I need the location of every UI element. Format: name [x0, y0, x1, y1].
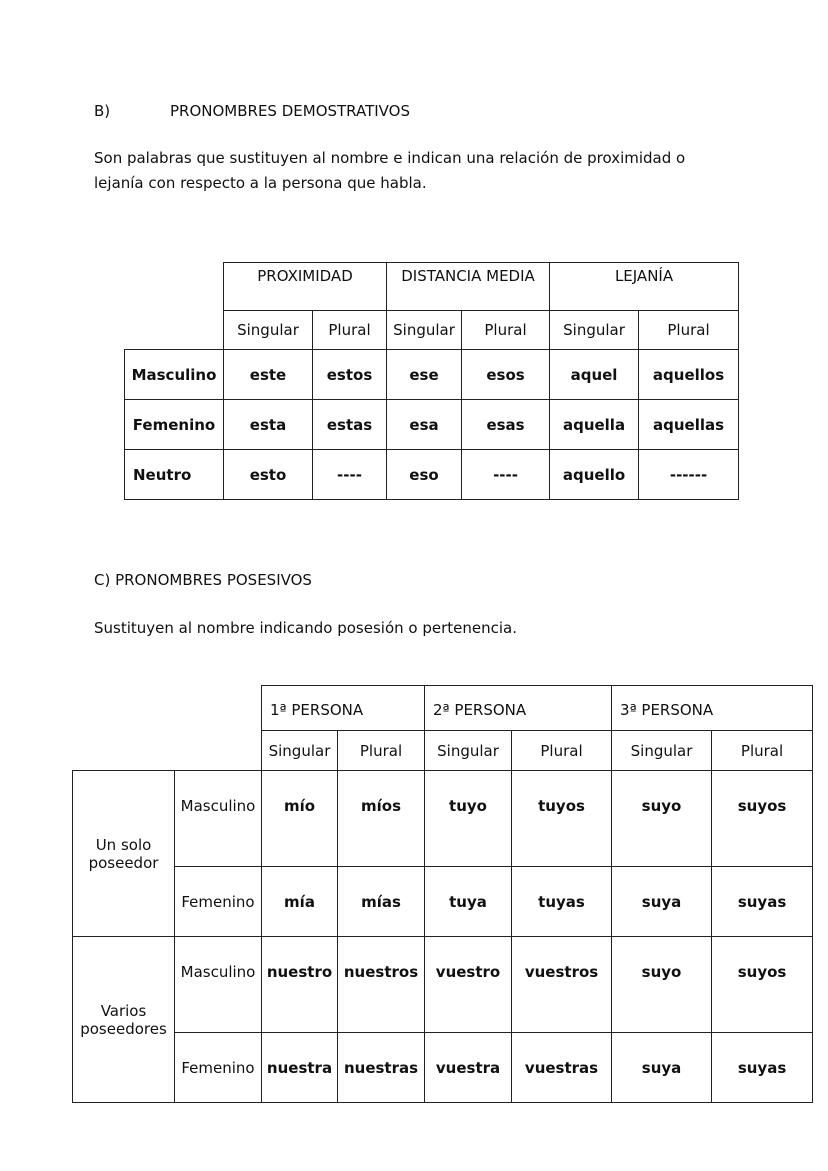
table-cell: vuestra [425, 1033, 512, 1103]
owner-label: Un solo poseedor [73, 771, 175, 937]
table-cell: esta [224, 400, 313, 450]
table-cell: suyas [712, 867, 813, 937]
gender-label: Femenino [175, 1033, 262, 1103]
table-row [73, 937, 813, 1033]
section-c-title: C) PRONOMBRES POSESIVOS [94, 571, 312, 589]
section-b-title: PRONOMBRES DEMOSTRATIVOS [170, 102, 411, 120]
table-row [125, 450, 739, 500]
table-cell: ------ [639, 450, 739, 500]
number-header: Singular [224, 311, 313, 350]
table-cell: ---- [462, 450, 550, 500]
row-label: Masculino [125, 350, 224, 400]
table-cell: suyo [612, 771, 712, 867]
table-cell: suya [612, 1033, 712, 1103]
table-cell: eso [387, 450, 462, 500]
group-header: PROXIMIDAD [224, 263, 387, 311]
table-cell: vuestros [512, 937, 612, 1033]
table-cell: tuyo [425, 771, 512, 867]
table-cell: suyos [712, 937, 813, 1033]
group-header: 3ª PERSONA [612, 686, 813, 731]
table-row [73, 1033, 813, 1103]
table-row [73, 867, 813, 937]
table-cell: este [224, 350, 313, 400]
demonstratives-table [124, 262, 739, 500]
group-header: 2ª PERSONA [425, 686, 612, 731]
number-header: Singular [550, 311, 639, 350]
table-cell: míos [338, 771, 425, 867]
section-b-paragraph: Son palabras que sustituyen al nombre e indican una relación de proximidad o lejanía con respecto a la persona que habla. [94, 149, 686, 192]
table-cell: mías [338, 867, 425, 937]
number-header: Singular [612, 731, 712, 771]
number-header: Plural [712, 731, 813, 771]
number-header: Plural [512, 731, 612, 771]
table-cell: tuyos [512, 771, 612, 867]
number-header: Singular [387, 311, 462, 350]
table-cell: aquello [550, 450, 639, 500]
table-cell: aquella [550, 400, 639, 450]
row-label: Neutro [125, 450, 224, 500]
gender-label: Femenino [175, 867, 262, 937]
table-cell: mío [262, 771, 338, 867]
table-cell: estas [313, 400, 387, 450]
table-cell: nuestros [338, 937, 425, 1033]
table-cell: vuestro [425, 937, 512, 1033]
table-cell: nuestro [262, 937, 338, 1033]
table-cell: esos [462, 350, 550, 400]
table-cell: mía [262, 867, 338, 937]
number-header: Singular [262, 731, 338, 771]
table-cell: esa [387, 400, 462, 450]
group-header: LEJANÍA [550, 263, 739, 311]
table-cell: suyos [712, 771, 813, 867]
table-cell: esto [224, 450, 313, 500]
table-cell: aquellos [639, 350, 739, 400]
row-label: Femenino [125, 400, 224, 450]
table-cell: ese [387, 350, 462, 400]
table-cell: suya [612, 867, 712, 937]
table-cell: suyo [612, 937, 712, 1033]
table-cell: estos [313, 350, 387, 400]
gender-label: Masculino [175, 937, 262, 1033]
table-cell: vuestras [512, 1033, 612, 1103]
table-cell: suyas [712, 1033, 813, 1103]
group-header: DISTANCIA MEDIA [387, 263, 550, 311]
table-cell: tuyas [512, 867, 612, 937]
table-row [73, 771, 813, 867]
possessives-table [72, 685, 813, 1103]
empty-corner [73, 686, 175, 731]
number-header: Plural [338, 731, 425, 771]
empty-corner [175, 686, 262, 731]
table-cell: aquellas [639, 400, 739, 450]
empty-corner [125, 311, 224, 350]
section-c-paragraph: Sustituyen al nombre indicando posesión o pertenencia. [94, 619, 517, 637]
table-cell: aquel [550, 350, 639, 400]
group-header: 1ª PERSONA [262, 686, 425, 731]
table-row [125, 350, 739, 400]
number-header: Plural [313, 311, 387, 350]
number-header: Plural [639, 311, 739, 350]
gender-label: Masculino [175, 771, 262, 867]
number-header: Singular [425, 731, 512, 771]
empty-corner [175, 731, 262, 771]
table-cell: ---- [313, 450, 387, 500]
owner-label: Varios poseedores [73, 937, 175, 1103]
table-cell: nuestra [262, 1033, 338, 1103]
empty-corner [73, 731, 175, 771]
table-row [125, 400, 739, 450]
table-cell: nuestras [338, 1033, 425, 1103]
table-cell: tuya [425, 867, 512, 937]
number-header: Plural [462, 311, 550, 350]
table-cell: esas [462, 400, 550, 450]
empty-corner [125, 263, 224, 311]
section-b-letter: B) [94, 102, 111, 120]
